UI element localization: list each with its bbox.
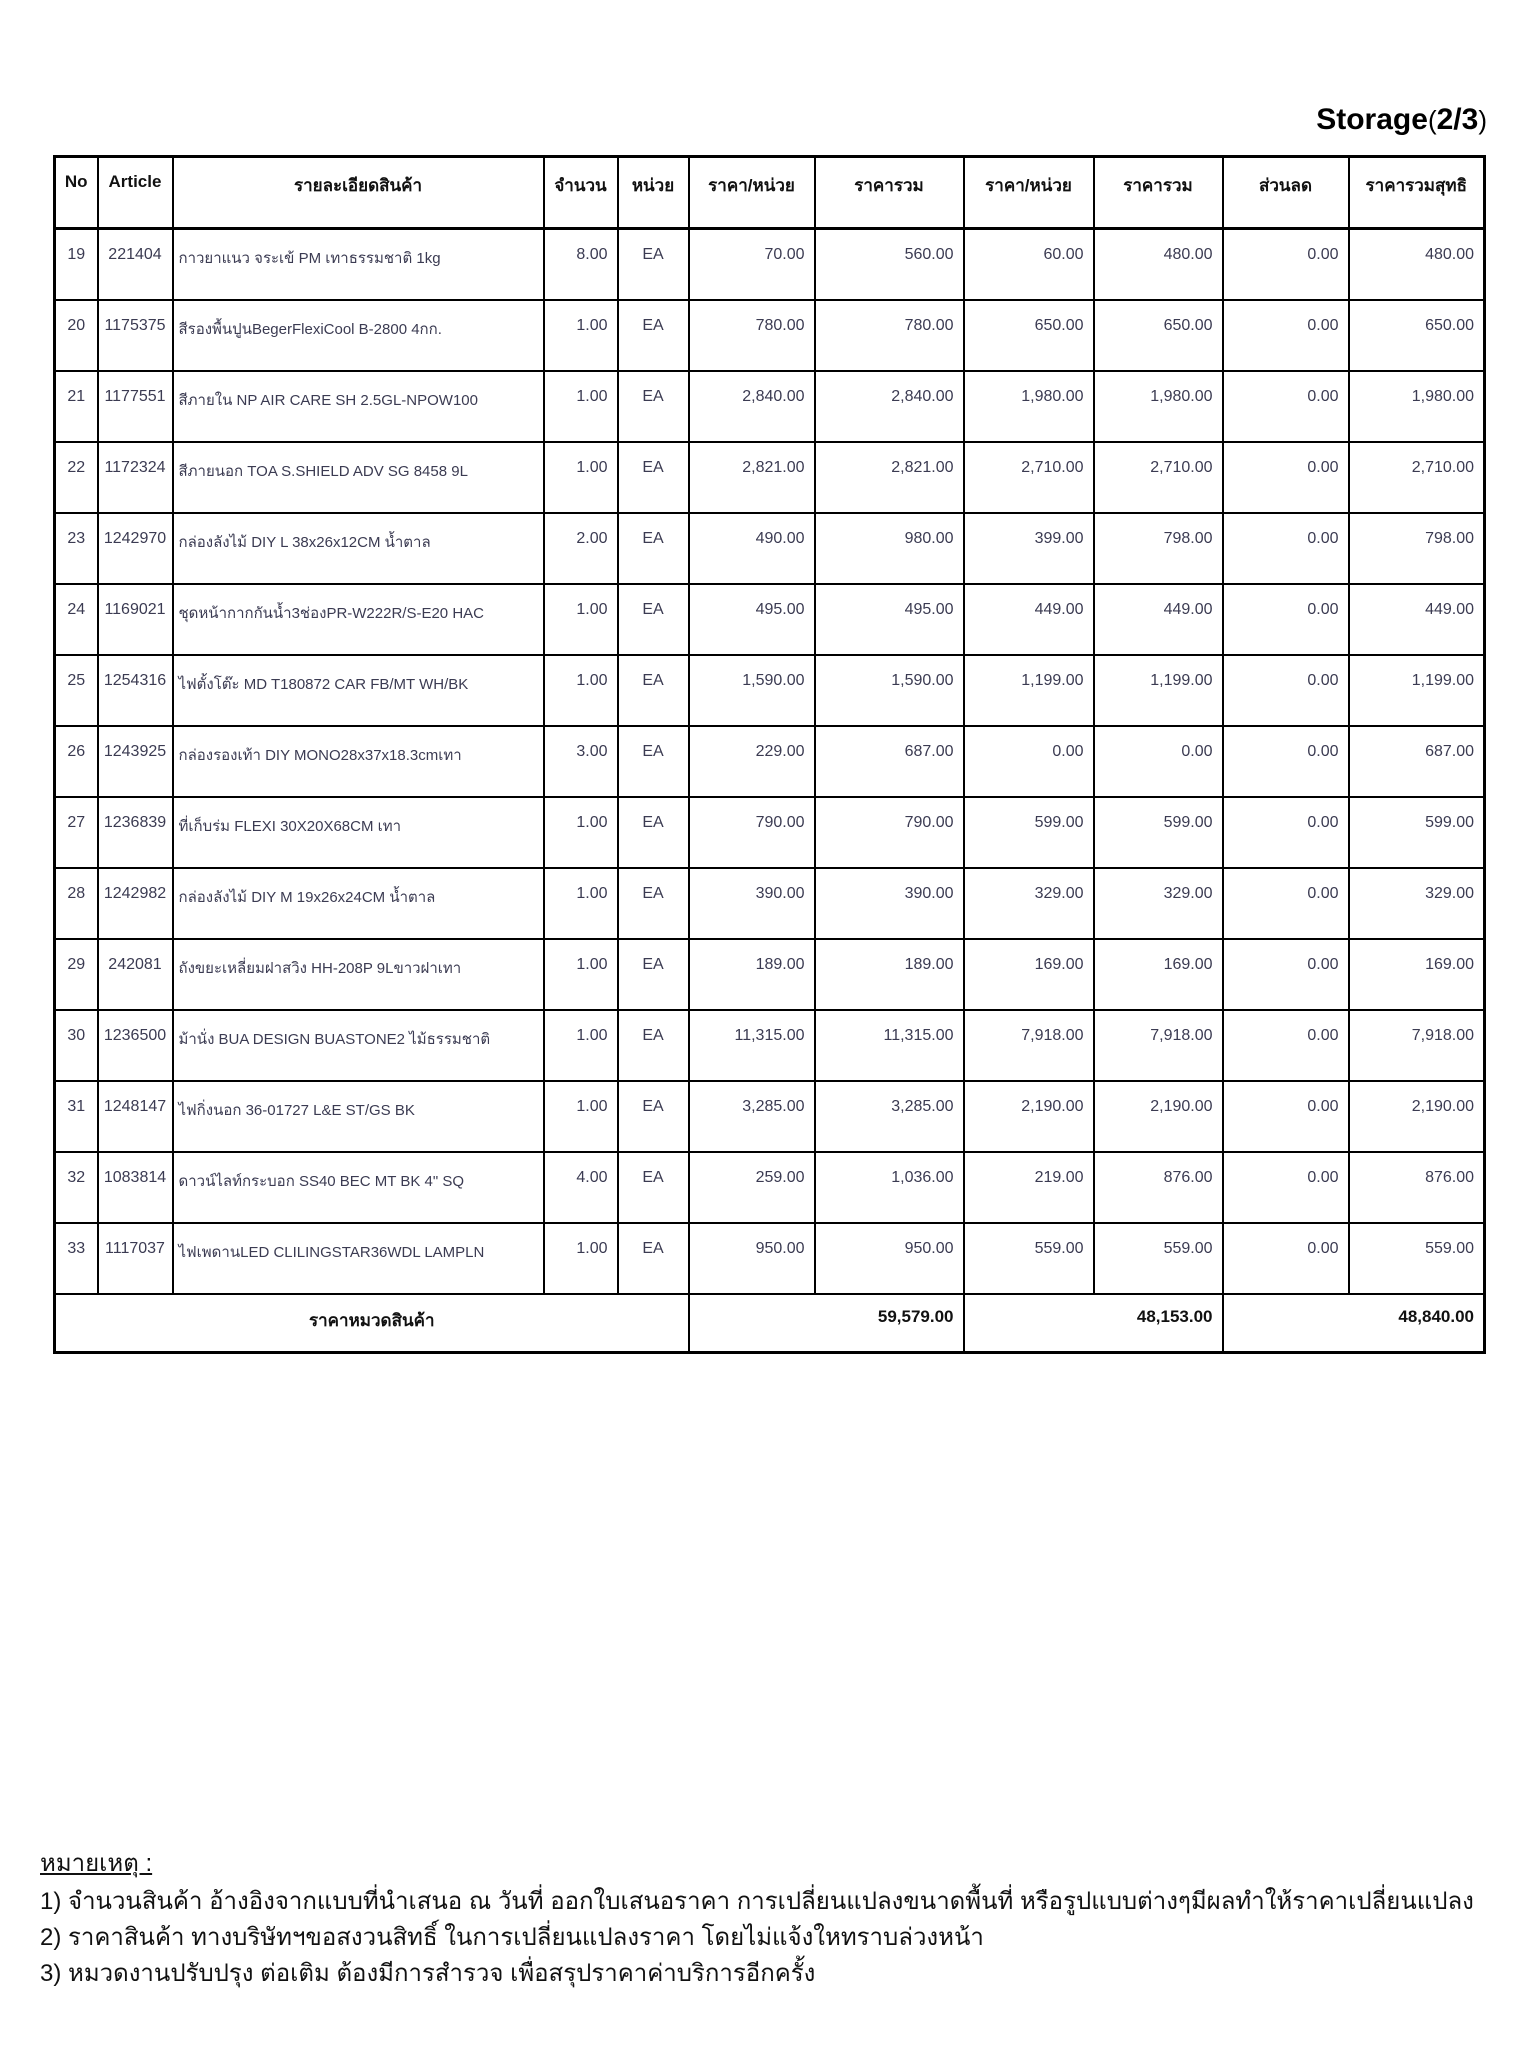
cell-no: 26 — [55, 726, 98, 797]
cell-no: 23 — [55, 513, 98, 584]
cell-unit: EA — [618, 1081, 689, 1152]
note-line-1: 1) จำนวนสินค้า อ้างอิงจากแบบที่นำเสนอ ณ วันที่ ออกใบเสนอราคา การเปลี่ยนแปลงขนาดพื้นที่ หรือรูปแบบต่างๆมีผลทำให้ราคาเปลี่ยนแปลง — [40, 1888, 1474, 1915]
cell-qty: 1.00 — [544, 1010, 618, 1081]
cell-qty: 2.00 — [544, 513, 618, 584]
page-title-open-paren: ( — [1427, 105, 1437, 135]
cell-qty: 1.00 — [544, 371, 618, 442]
cell-no: 33 — [55, 1223, 98, 1294]
cell-unit: EA — [618, 939, 689, 1010]
col-header-description: รายละเอียดสินค้า — [173, 157, 544, 229]
table-row — [55, 797, 1485, 868]
notes-section — [40, 1846, 1474, 1992]
cell-article: 1248147 — [98, 1081, 173, 1152]
cell-no: 20 — [55, 300, 98, 371]
cell-price-per-unit-old: 780.00 — [689, 300, 815, 371]
cell-price-per-unit-old: 11,315.00 — [689, 1010, 815, 1081]
page-title-page-number: 2/3 — [1436, 103, 1479, 136]
cell-price-per-unit-new: 399.00 — [964, 513, 1094, 584]
cell-total-new: 480.00 — [1094, 229, 1223, 300]
cell-unit: EA — [618, 726, 689, 797]
cell-total-old: 11,315.00 — [815, 1010, 964, 1081]
cell-description: สีรองพื้นปูนBegerFlexiCool B-2800 4กก. — [173, 300, 544, 371]
cell-net-total: 1,980.00 — [1349, 371, 1485, 442]
cell-qty: 1.00 — [544, 797, 618, 868]
cell-qty: 1.00 — [544, 300, 618, 371]
table-row — [55, 1223, 1485, 1294]
cell-discount: 0.00 — [1223, 1010, 1349, 1081]
cell-total-old: 495.00 — [815, 584, 964, 655]
cell-total-new: 2,190.00 — [1094, 1081, 1223, 1152]
cell-total-new: 650.00 — [1094, 300, 1223, 371]
cell-no: 19 — [55, 229, 98, 300]
totals-old-price: 59,579.00 — [689, 1294, 964, 1353]
cell-description: สีภายนอก TOA S.SHIELD ADV SG 8458 9L — [173, 442, 544, 513]
cell-net-total: 798.00 — [1349, 513, 1485, 584]
cell-price-per-unit-new: 650.00 — [964, 300, 1094, 371]
col-header-price-per-unit-new: ราคา/หน่วย — [964, 157, 1094, 229]
cell-discount: 0.00 — [1223, 655, 1349, 726]
cell-qty: 1.00 — [544, 584, 618, 655]
cell-unit: EA — [618, 371, 689, 442]
table-row — [55, 1081, 1485, 1152]
cell-no: 29 — [55, 939, 98, 1010]
table-row — [55, 300, 1485, 371]
table-row — [55, 655, 1485, 726]
cell-no: 22 — [55, 442, 98, 513]
col-header-total-new: ราคารวม — [1094, 157, 1223, 229]
cell-description: กล่องลังไม้ DIY M 19x26x24CM น้ำตาล — [173, 868, 544, 939]
cell-price-per-unit-new: 1,199.00 — [964, 655, 1094, 726]
table-row — [55, 939, 1485, 1010]
table-row — [55, 1152, 1485, 1223]
totals-row — [55, 1294, 1485, 1353]
cell-qty: 8.00 — [544, 229, 618, 300]
cell-price-per-unit-old: 490.00 — [689, 513, 815, 584]
cell-total-new: 7,918.00 — [1094, 1010, 1223, 1081]
cell-net-total: 559.00 — [1349, 1223, 1485, 1294]
cell-description: สีภายใน NP AIR CARE SH 2.5GL-NPOW100 — [173, 371, 544, 442]
cell-total-new: 798.00 — [1094, 513, 1223, 584]
cell-unit: EA — [618, 797, 689, 868]
cell-total-new: 169.00 — [1094, 939, 1223, 1010]
cell-price-per-unit-old: 2,840.00 — [689, 371, 815, 442]
cell-unit: EA — [618, 300, 689, 371]
cell-net-total: 876.00 — [1349, 1152, 1485, 1223]
cell-article: 1254316 — [98, 655, 173, 726]
cell-qty: 1.00 — [544, 939, 618, 1010]
cell-article: 1172324 — [98, 442, 173, 513]
cell-price-per-unit-new: 2,190.00 — [964, 1081, 1094, 1152]
cell-price-per-unit-old: 259.00 — [689, 1152, 815, 1223]
cell-description: กาวยาแนว จระเข้ PM เทาธรรมชาติ 1kg — [173, 229, 544, 300]
cell-description: ที่เก็บร่ม FLEXI 30X20X68CM เทา — [173, 797, 544, 868]
cell-description: ไฟกิ่งนอก 36-01727 L&E ST/GS BK — [173, 1081, 544, 1152]
cell-discount: 0.00 — [1223, 868, 1349, 939]
table-row — [55, 513, 1485, 584]
table-row — [55, 371, 1485, 442]
cell-price-per-unit-new: 559.00 — [964, 1223, 1094, 1294]
cell-total-old: 980.00 — [815, 513, 964, 584]
cell-qty: 1.00 — [544, 442, 618, 513]
cell-no: 28 — [55, 868, 98, 939]
cell-net-total: 599.00 — [1349, 797, 1485, 868]
cell-no: 32 — [55, 1152, 98, 1223]
cell-price-per-unit-old: 189.00 — [689, 939, 815, 1010]
cell-price-per-unit-old: 390.00 — [689, 868, 815, 939]
cell-discount: 0.00 — [1223, 371, 1349, 442]
cell-total-old: 950.00 — [815, 1223, 964, 1294]
cell-discount: 0.00 — [1223, 1081, 1349, 1152]
cell-discount: 0.00 — [1223, 300, 1349, 371]
cell-total-old: 189.00 — [815, 939, 964, 1010]
cell-total-new: 599.00 — [1094, 797, 1223, 868]
cell-price-per-unit-new: 1,980.00 — [964, 371, 1094, 442]
cell-price-per-unit-old: 950.00 — [689, 1223, 815, 1294]
page-title-name: Storage — [1316, 103, 1428, 136]
cell-total-new: 0.00 — [1094, 726, 1223, 797]
note-line-2: 2) ราคาสินค้า ทางบริษัทฯขอสงวนสิทธิ์ ในการเปลี่ยนแปลงราคา โดยไม่แจ้งใหทราบล่วงหน้า — [40, 1924, 984, 1951]
cell-total-old: 390.00 — [815, 868, 964, 939]
cell-discount: 0.00 — [1223, 1223, 1349, 1294]
cell-price-per-unit-old: 70.00 — [689, 229, 815, 300]
cell-article: 1175375 — [98, 300, 173, 371]
cell-article: 1083814 — [98, 1152, 173, 1223]
cell-total-old: 1,590.00 — [815, 655, 964, 726]
cell-article: 1177551 — [98, 371, 173, 442]
cell-unit: EA — [618, 1223, 689, 1294]
notes-heading: หมายเหตุ : — [40, 1850, 153, 1877]
cell-discount: 0.00 — [1223, 229, 1349, 300]
cell-net-total: 2,710.00 — [1349, 442, 1485, 513]
cell-no: 24 — [55, 584, 98, 655]
cell-description: ไฟเพดานLED CLILINGSTAR36WDL LAMPLN — [173, 1223, 544, 1294]
cell-total-new: 1,199.00 — [1094, 655, 1223, 726]
cell-total-old: 2,840.00 — [815, 371, 964, 442]
page-title-close-paren: ) — [1478, 105, 1487, 135]
cell-description: กล่องรองเท้า DIY MONO28x37x18.3cmเทา — [173, 726, 544, 797]
cell-net-total: 480.00 — [1349, 229, 1485, 300]
cell-no: 30 — [55, 1010, 98, 1081]
cell-no: 21 — [55, 371, 98, 442]
cell-article: 221404 — [98, 229, 173, 300]
col-header-net-total: ราคารวมสุทธิ — [1349, 157, 1485, 229]
cell-article: 1242982 — [98, 868, 173, 939]
totals-new-price: 48,153.00 — [964, 1294, 1223, 1353]
table-row — [55, 868, 1485, 939]
cell-total-old: 560.00 — [815, 229, 964, 300]
table-row — [55, 1010, 1485, 1081]
cell-unit: EA — [618, 513, 689, 584]
cell-price-per-unit-old: 790.00 — [689, 797, 815, 868]
cell-description: ดาวน์ไลท์กระบอก SS40 BEC MT BK 4" SQ — [173, 1152, 544, 1223]
cell-price-per-unit-new: 0.00 — [964, 726, 1094, 797]
table-body — [55, 229, 1485, 1294]
cell-qty: 1.00 — [544, 868, 618, 939]
col-header-total-old: ราคารวม — [815, 157, 964, 229]
cell-total-new: 329.00 — [1094, 868, 1223, 939]
table-row — [55, 584, 1485, 655]
cell-description: ไฟตั้งโต๊ะ MD T180872 CAR FB/MT WH/BK — [173, 655, 544, 726]
cell-total-old: 2,821.00 — [815, 442, 964, 513]
cell-article: 1236839 — [98, 797, 173, 868]
cell-article: 1169021 — [98, 584, 173, 655]
table-header-row — [55, 157, 1485, 229]
cell-no: 25 — [55, 655, 98, 726]
cell-price-per-unit-new: 599.00 — [964, 797, 1094, 868]
cell-discount: 0.00 — [1223, 939, 1349, 1010]
cell-total-old: 687.00 — [815, 726, 964, 797]
cell-price-per-unit-new: 60.00 — [964, 229, 1094, 300]
cell-qty: 1.00 — [544, 1081, 618, 1152]
cell-qty: 1.00 — [544, 655, 618, 726]
cell-article: 1236500 — [98, 1010, 173, 1081]
cell-total-old: 780.00 — [815, 300, 964, 371]
table-footer-row — [55, 1294, 1485, 1353]
col-header-no: No — [55, 157, 98, 229]
cell-discount: 0.00 — [1223, 726, 1349, 797]
totals-net-price: 48,840.00 — [1223, 1294, 1485, 1353]
cell-price-per-unit-new: 169.00 — [964, 939, 1094, 1010]
cell-total-old: 3,285.00 — [815, 1081, 964, 1152]
cell-price-per-unit-new: 7,918.00 — [964, 1010, 1094, 1081]
cell-discount: 0.00 — [1223, 797, 1349, 868]
cell-unit: EA — [618, 655, 689, 726]
totals-label: ราคาหมวดสินค้า — [55, 1294, 689, 1353]
cell-discount: 0.00 — [1223, 584, 1349, 655]
cell-total-new: 559.00 — [1094, 1223, 1223, 1294]
cell-unit: EA — [618, 442, 689, 513]
cell-description: กล่องลังไม้ DIY L 38x26x12CM น้ำตาล — [173, 513, 544, 584]
cell-discount: 0.00 — [1223, 1152, 1349, 1223]
cell-total-new: 449.00 — [1094, 584, 1223, 655]
cell-no: 31 — [55, 1081, 98, 1152]
cell-net-total: 2,190.00 — [1349, 1081, 1485, 1152]
cell-unit: EA — [618, 1010, 689, 1081]
cell-price-per-unit-old: 495.00 — [689, 584, 815, 655]
cell-article: 1117037 — [98, 1223, 173, 1294]
cell-price-per-unit-new: 219.00 — [964, 1152, 1094, 1223]
cell-total-old: 790.00 — [815, 797, 964, 868]
cell-discount: 0.00 — [1223, 442, 1349, 513]
col-header-unit: หน่วย — [618, 157, 689, 229]
cell-unit: EA — [618, 584, 689, 655]
col-header-qty: จำนวน — [544, 157, 618, 229]
page-title — [1316, 103, 1487, 137]
cell-unit: EA — [618, 868, 689, 939]
cell-total-new: 2,710.00 — [1094, 442, 1223, 513]
cell-no: 27 — [55, 797, 98, 868]
cell-net-total: 169.00 — [1349, 939, 1485, 1010]
cell-total-new: 876.00 — [1094, 1152, 1223, 1223]
cell-net-total: 687.00 — [1349, 726, 1485, 797]
quotation-items-table — [53, 155, 1486, 1354]
table-row — [55, 442, 1485, 513]
cell-unit: EA — [618, 1152, 689, 1223]
note-line-3: 3) หมวดงานปรับปรุง ต่อเติม ต้องมีการสำรวจ เพื่อสรุปราคาค่าบริการอีกครั้ง — [40, 1960, 816, 1987]
cell-net-total: 7,918.00 — [1349, 1010, 1485, 1081]
cell-price-per-unit-new: 449.00 — [964, 584, 1094, 655]
col-header-discount: ส่วนลด — [1223, 157, 1349, 229]
cell-qty: 1.00 — [544, 1223, 618, 1294]
col-header-price-per-unit-old: ราคา/หน่วย — [689, 157, 815, 229]
cell-net-total: 1,199.00 — [1349, 655, 1485, 726]
table-row — [55, 229, 1485, 300]
cell-net-total: 329.00 — [1349, 868, 1485, 939]
cell-price-per-unit-new: 329.00 — [964, 868, 1094, 939]
cell-qty: 3.00 — [544, 726, 618, 797]
cell-net-total: 650.00 — [1349, 300, 1485, 371]
col-header-article: Article — [98, 157, 173, 229]
cell-price-per-unit-old: 3,285.00 — [689, 1081, 815, 1152]
cell-price-per-unit-old: 229.00 — [689, 726, 815, 797]
cell-article: 242081 — [98, 939, 173, 1010]
cell-total-old: 1,036.00 — [815, 1152, 964, 1223]
cell-net-total: 449.00 — [1349, 584, 1485, 655]
cell-price-per-unit-new: 2,710.00 — [964, 442, 1094, 513]
cell-qty: 4.00 — [544, 1152, 618, 1223]
cell-description: ถังขยะเหลี่ยมฝาสวิง HH-208P 9Lขาวฝาเทา — [173, 939, 544, 1010]
cell-price-per-unit-old: 2,821.00 — [689, 442, 815, 513]
cell-price-per-unit-old: 1,590.00 — [689, 655, 815, 726]
table-row — [55, 726, 1485, 797]
cell-discount: 0.00 — [1223, 513, 1349, 584]
cell-unit: EA — [618, 229, 689, 300]
cell-article: 1242970 — [98, 513, 173, 584]
cell-article: 1243925 — [98, 726, 173, 797]
cell-description: ม้านั่ง BUA DESIGN BUASTONE2 ไม้ธรรมชาติ — [173, 1010, 544, 1081]
cell-total-new: 1,980.00 — [1094, 371, 1223, 442]
cell-description: ชุดหน้ากากกันน้ำ3ช่องPR-W222R/S-E20 HAC — [173, 584, 544, 655]
